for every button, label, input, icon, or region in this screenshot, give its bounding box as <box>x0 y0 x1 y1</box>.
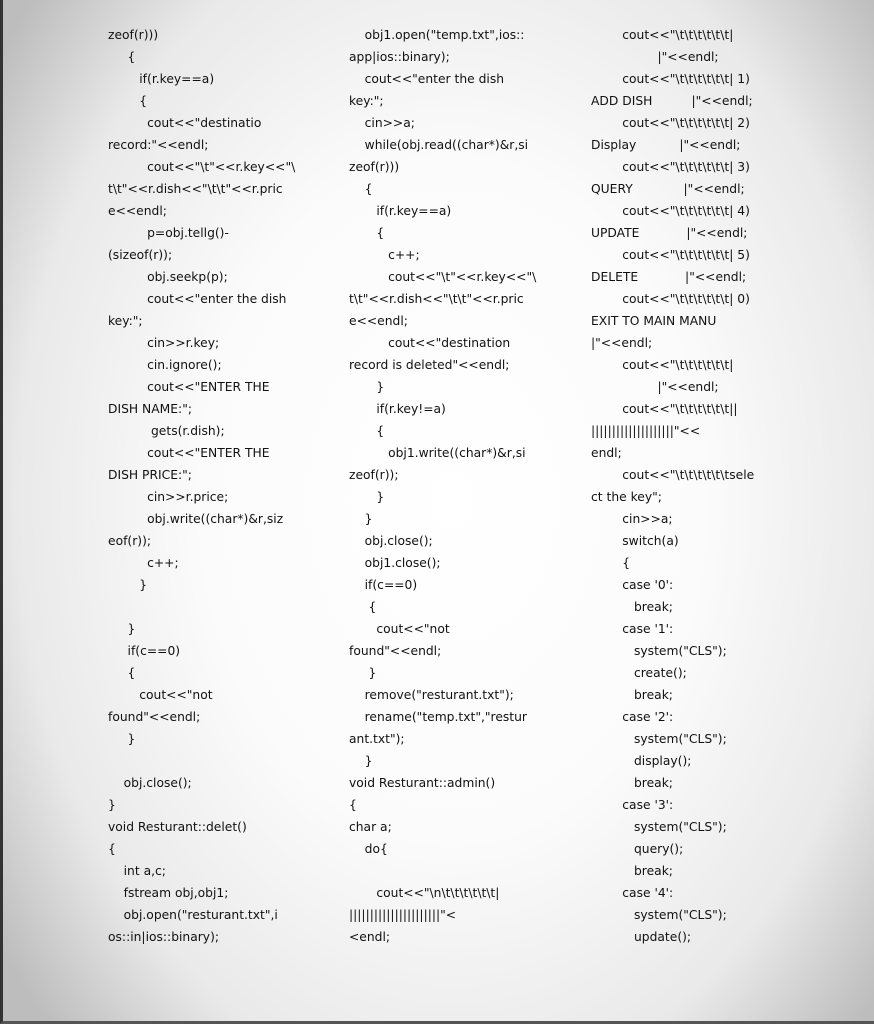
code-line: obj.write((char*)&r,siz <box>108 512 284 526</box>
code-line: cout<<"\t\t\t\t\t\t| 4) <box>591 204 750 218</box>
code-line: display(); <box>591 754 692 768</box>
code-line: { <box>108 666 136 680</box>
code-line: DISH PRICE:"; <box>108 468 192 482</box>
code-line: int a,c; <box>108 864 166 878</box>
code-line: cin>>r.price; <box>108 490 229 504</box>
code-line: c++; <box>349 248 420 262</box>
code-line: obj1.open("temp.txt",ios:: <box>349 28 525 42</box>
code-line: obj1.write((char*)&r,si <box>349 446 526 460</box>
code-line: record:"<<endl; <box>108 138 209 152</box>
code-line: ant.txt"); <box>349 732 405 746</box>
code-line: cout<<"\n\t\t\t\t\t\t| <box>349 886 500 900</box>
code-line: break; <box>591 600 673 614</box>
code-line: cout<<"destinatio <box>108 116 262 130</box>
code-line: ||||||||||||||||||||||"< <box>349 908 457 922</box>
code-line: record is deleted"<<endl; <box>349 358 510 372</box>
code-line: t\t"<<r.dish<<"\t\t"<<r.pric <box>349 292 524 306</box>
code-line: { <box>349 600 377 614</box>
code-line: c++; <box>108 556 179 570</box>
code-line: os::in|ios::binary); <box>108 930 220 944</box>
code-line: cout<<"\t\t\t\t\t\t| 5) <box>591 248 750 262</box>
code-line: t\t"<<r.dish<<"\t\t"<<r.pric <box>108 182 283 196</box>
code-line: case '3': <box>591 798 674 812</box>
code-line: zeof(r))) <box>349 160 400 174</box>
code-line: DELETE |"<<endl; <box>591 270 747 284</box>
code-line: void Resturant::admin() <box>349 776 496 790</box>
code-line: found"<<endl; <box>108 710 201 724</box>
code-line: obj.close(); <box>108 776 192 790</box>
code-line: create(); <box>591 666 687 680</box>
code-line: case '0': <box>591 578 674 592</box>
code-line: |"<<endl; <box>591 50 719 64</box>
code-line: key:"; <box>349 94 384 108</box>
code-line: cin>>a; <box>349 116 415 130</box>
code-line: cin.ignore(); <box>108 358 222 372</box>
code-line: endl; <box>591 446 622 460</box>
code-line: obj.close(); <box>349 534 433 548</box>
code-line: switch(a) <box>591 534 679 548</box>
code-line: } <box>349 490 385 504</box>
code-line: zeof(r)); <box>349 468 399 482</box>
code-line: <endl; <box>349 930 391 944</box>
code-line: query(); <box>591 842 684 856</box>
code-line <box>349 860 536 882</box>
code-line <box>108 750 295 772</box>
code-line: cout<<"\t\t\t\t\t\t| 1) <box>591 72 750 86</box>
code-line: system("CLS"); <box>591 908 727 922</box>
code-line: cout<<"not <box>108 688 213 702</box>
code-line: app|ios::binary); <box>349 50 450 64</box>
code-line: } <box>108 622 136 636</box>
code-line: cout<<"\t\t\t\t\t\t| <box>591 28 734 42</box>
code-line: cout<<"\t\t\t\t\t\tsele <box>591 468 755 482</box>
code-line: { <box>108 842 116 856</box>
code-line: obj.open("resturant.txt",i <box>108 908 278 922</box>
code-line <box>108 596 295 618</box>
code-line: if(r.key==a) <box>108 72 215 86</box>
code-line: ADD DISH |"<<endl; <box>591 94 753 108</box>
code-line: do{ <box>349 842 388 856</box>
code-line: cout<<"ENTER THE <box>108 380 270 394</box>
code-line: (sizeof(r)); <box>108 248 173 262</box>
code-line: cout<<"\t\t\t\t\t\t| <box>591 358 734 372</box>
code-line: if(c==0) <box>108 644 181 658</box>
code-line: break; <box>591 688 673 702</box>
code-line: cin>>r.key; <box>108 336 220 350</box>
code-line: key:"; <box>108 314 143 328</box>
code-line: } <box>349 754 373 768</box>
code-column-middle <box>349 24 536 948</box>
code-line: } <box>349 512 373 526</box>
code-line: EXIT TO MAIN MANU <box>591 314 717 328</box>
code-line: while(obj.read((char*)&r,si <box>349 138 529 152</box>
code-line: } <box>349 380 385 394</box>
code-line: case '1': <box>591 622 674 636</box>
code-line: if(c==0) <box>349 578 418 592</box>
code-line: ||||||||||||||||||||"<< <box>591 424 701 438</box>
code-line: { <box>108 94 148 108</box>
code-line: void Resturant::delet() <box>108 820 247 834</box>
code-line: system("CLS"); <box>591 820 727 834</box>
code-line: |"<<endl; <box>591 380 719 394</box>
code-line: cout<<"enter the dish <box>108 292 287 306</box>
code-line: obj1.close(); <box>349 556 441 570</box>
code-line: { <box>349 798 357 812</box>
code-line: break; <box>591 776 673 790</box>
code-line: p=obj.tellg()- <box>108 226 229 240</box>
code-line: case '2': <box>591 710 674 724</box>
code-line: if(r.key!=a) <box>349 402 446 416</box>
code-line: char a; <box>349 820 392 834</box>
code-line: { <box>591 556 631 570</box>
code-line: if(r.key==a) <box>349 204 452 218</box>
code-line: found"<<endl; <box>349 644 442 658</box>
code-line: obj.seekp(p); <box>108 270 228 284</box>
code-line: update(); <box>591 930 692 944</box>
code-line: Display |"<<endl; <box>591 138 741 152</box>
code-line: gets(r.dish); <box>108 424 225 438</box>
code-line: system("CLS"); <box>591 732 727 746</box>
code-line: QUERY |"<<endl; <box>591 182 745 196</box>
code-line: { <box>108 50 136 64</box>
code-line: zeof(r))) <box>108 28 159 42</box>
code-column-right <box>591 24 754 948</box>
code-line: UPDATE |"<<endl; <box>591 226 748 240</box>
code-line: cout<<"ENTER THE <box>108 446 270 460</box>
code-line: } <box>349 666 377 680</box>
code-line: cout<<"enter the dish <box>349 72 505 86</box>
code-column-left <box>108 24 295 948</box>
code-line: rename("temp.txt","restur <box>349 710 527 724</box>
code-line: cout<<"not <box>349 622 450 636</box>
code-line: cout<<"destination <box>349 336 511 350</box>
code-line: fstream obj,obj1; <box>108 886 229 900</box>
code-line: cout<<"\t"<<r.key<<"\ <box>349 270 537 284</box>
code-line: eof(r)); <box>108 534 152 548</box>
code-line: system("CLS"); <box>591 644 727 658</box>
code-line: } <box>108 798 116 812</box>
code-line: cout<<"\t\t\t\t\t\t| 2) <box>591 116 750 130</box>
code-line: cout<<"\t"<<r.key<<"\ <box>108 160 296 174</box>
code-line: ct the key"; <box>591 490 662 504</box>
code-line: cin>>a; <box>591 512 673 526</box>
code-line: e<<endl; <box>349 314 408 328</box>
code-line: DISH NAME:"; <box>108 402 192 416</box>
code-line: e<<endl; <box>108 204 167 218</box>
code-line: case '4': <box>591 886 674 900</box>
code-line: } <box>108 732 136 746</box>
code-line: { <box>349 226 385 240</box>
code-line: break; <box>591 864 673 878</box>
code-line: { <box>349 182 373 196</box>
code-line: |"<<endl; <box>591 336 653 350</box>
code-line: cout<<"\t\t\t\t\t\t|| <box>591 402 738 416</box>
code-line: { <box>349 424 385 438</box>
code-line: cout<<"\t\t\t\t\t\t| 0) <box>591 292 750 306</box>
code-line: } <box>108 578 148 592</box>
code-line: remove("resturant.txt"); <box>349 688 514 702</box>
code-line: cout<<"\t\t\t\t\t\t| 3) <box>591 160 750 174</box>
